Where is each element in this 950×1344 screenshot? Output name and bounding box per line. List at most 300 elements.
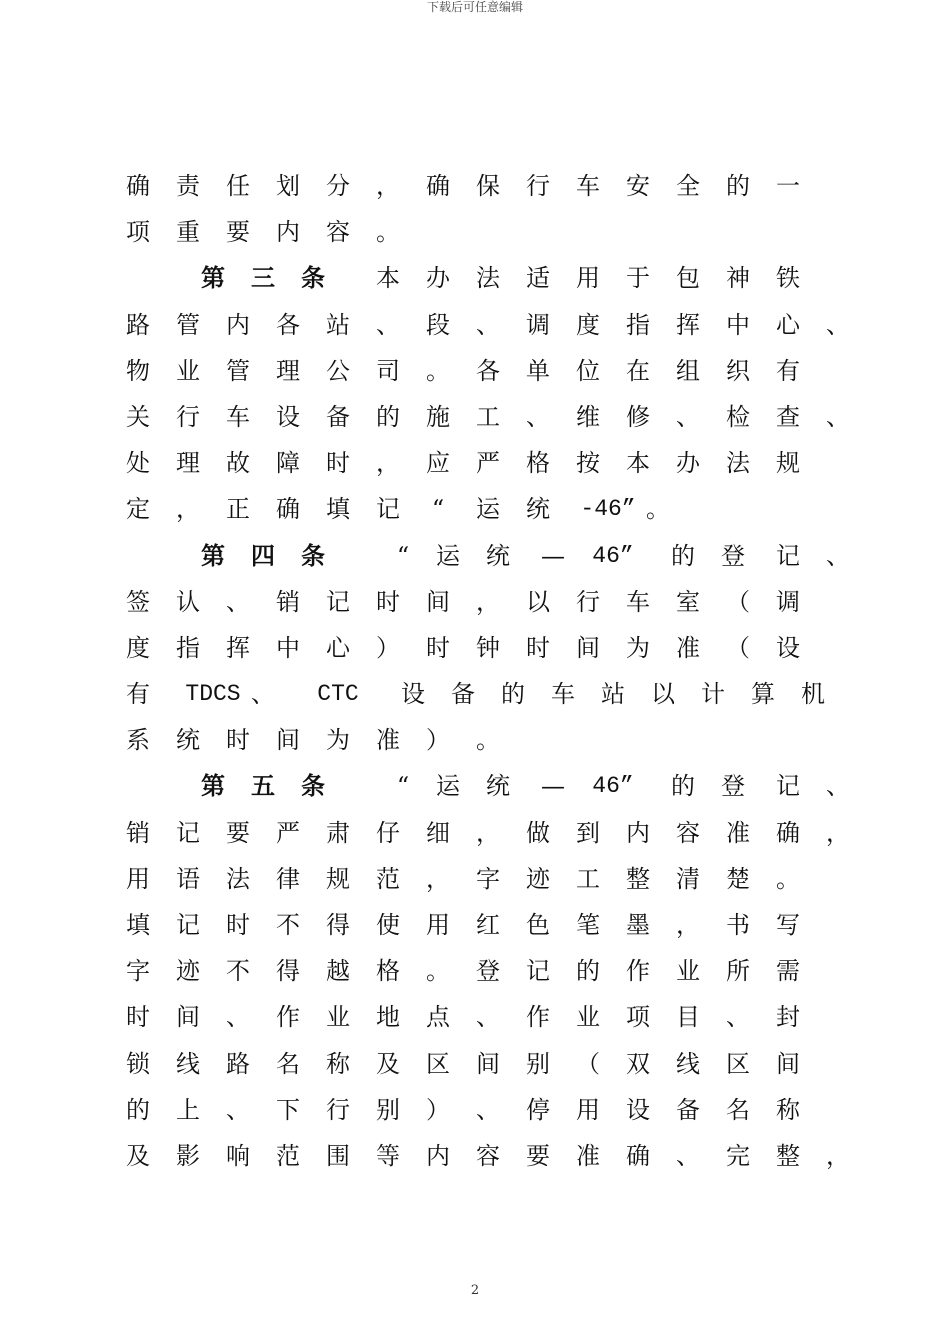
line-char: 整 bbox=[626, 864, 650, 893]
line-char: 于 bbox=[626, 264, 650, 293]
line-char: 字 bbox=[126, 957, 150, 986]
line-char: 的 bbox=[501, 680, 525, 709]
line-char: 划 bbox=[276, 172, 300, 200]
line-char: 工 bbox=[476, 402, 500, 431]
line-char: 时 bbox=[526, 633, 550, 662]
line-char: ） bbox=[426, 1095, 450, 1124]
line-char: 语 bbox=[176, 864, 200, 893]
line-char: 容 bbox=[676, 818, 700, 847]
line-char: 称 bbox=[776, 1095, 800, 1124]
line-char: 项 bbox=[126, 218, 150, 247]
line-char: 的 bbox=[671, 541, 695, 570]
line-char: 记 bbox=[176, 818, 200, 847]
line-char: 销 bbox=[276, 587, 300, 616]
line-char: 、 bbox=[476, 1003, 500, 1032]
line-char: 设 bbox=[626, 1095, 650, 1124]
line-char: 责 bbox=[176, 172, 200, 200]
line-char: 行 bbox=[526, 172, 550, 200]
line-char: 、 bbox=[676, 1141, 700, 1170]
line-char: 本 bbox=[376, 264, 400, 293]
text-line bbox=[0, 302, 950, 348]
line-char: ， bbox=[176, 495, 200, 524]
line-char: 不 bbox=[276, 911, 300, 939]
line-char: 格 bbox=[376, 957, 400, 986]
line-char: 。 bbox=[476, 726, 500, 755]
line-char: 应 bbox=[426, 449, 450, 478]
line-char: 五 bbox=[251, 771, 275, 801]
line-char: 、 bbox=[226, 1003, 250, 1032]
line-char: 为 bbox=[626, 633, 650, 662]
line-char: 站 bbox=[326, 310, 350, 339]
line-char: 填 bbox=[326, 495, 350, 524]
line-char: 安 bbox=[626, 172, 650, 200]
line-char: ， bbox=[476, 818, 500, 847]
line-char: 指 bbox=[626, 310, 650, 339]
line-char: 车 bbox=[551, 680, 575, 709]
line-char: 称 bbox=[326, 1049, 350, 1078]
line-char: 以 bbox=[526, 587, 550, 616]
line-char: 容 bbox=[326, 218, 350, 247]
line-char: 按 bbox=[576, 449, 600, 478]
line-char: 钟 bbox=[476, 633, 500, 662]
line-char: 的 bbox=[376, 402, 400, 431]
line-char: “ bbox=[396, 772, 410, 801]
line-char: 车 bbox=[226, 402, 250, 431]
line-char: 记 bbox=[776, 772, 800, 801]
line-char: （ bbox=[576, 1049, 600, 1078]
line-char: ， bbox=[476, 587, 500, 616]
line-char: 统 bbox=[486, 541, 510, 570]
line-char: 车 bbox=[576, 172, 600, 200]
line-char: 用 bbox=[576, 264, 600, 293]
line-char: 得 bbox=[276, 957, 300, 986]
line-char: 、 bbox=[226, 587, 250, 616]
line-char: 时 bbox=[426, 633, 450, 662]
line-char: 所 bbox=[726, 957, 750, 986]
line-char: 三 bbox=[251, 263, 275, 293]
line-char: 越 bbox=[326, 957, 350, 986]
line-char: 备 bbox=[451, 680, 475, 709]
text-line bbox=[0, 948, 950, 994]
line-char: 准 bbox=[726, 818, 750, 847]
text-line bbox=[0, 902, 950, 948]
text-line bbox=[0, 209, 950, 255]
line-char: 障 bbox=[276, 449, 300, 478]
text-line bbox=[0, 856, 950, 902]
line-char: 业 bbox=[576, 1003, 600, 1032]
line-char: 备 bbox=[326, 402, 350, 431]
text-line bbox=[0, 810, 950, 856]
line-char: 时 bbox=[226, 726, 250, 755]
line-char: 以 bbox=[651, 680, 675, 709]
line-char: 在 bbox=[626, 356, 650, 385]
line-char: 、 bbox=[226, 1095, 250, 1124]
line-char: 内 bbox=[226, 310, 250, 339]
line-char: （ bbox=[726, 587, 750, 616]
line-char: 单 bbox=[526, 356, 550, 385]
line-char: 别 bbox=[526, 1049, 550, 1078]
line-char: 路 bbox=[126, 310, 150, 339]
line-char: 区 bbox=[426, 1049, 450, 1078]
line-char: 区 bbox=[726, 1049, 750, 1078]
line-char: 认 bbox=[176, 587, 200, 616]
line-char: 业 bbox=[176, 356, 200, 385]
line-char: 时 bbox=[226, 911, 250, 939]
line-char: 及 bbox=[126, 1141, 150, 1170]
line-char: 、 bbox=[826, 772, 850, 801]
line-char: 心 bbox=[776, 310, 800, 339]
line-char: 间 bbox=[476, 1049, 500, 1078]
line-char: 使 bbox=[376, 911, 400, 939]
line-char: 管 bbox=[226, 356, 250, 385]
line-char: 准 bbox=[576, 1141, 600, 1170]
line-char: 内 bbox=[626, 818, 650, 847]
line-char: 设 bbox=[776, 633, 800, 662]
text-line bbox=[0, 163, 950, 209]
line-char: 条 bbox=[301, 540, 325, 570]
line-char: 室 bbox=[676, 587, 700, 616]
document-body bbox=[0, 163, 950, 1179]
line-char: 挥 bbox=[676, 310, 700, 339]
line-char: 确 bbox=[126, 172, 150, 200]
line-char: 织 bbox=[726, 356, 750, 385]
line-char: 条 bbox=[301, 771, 325, 801]
line-char: 准 bbox=[676, 633, 700, 662]
line-char: 组 bbox=[676, 356, 700, 385]
line-char: 行 bbox=[176, 402, 200, 431]
line-char: 时 bbox=[376, 587, 400, 616]
line-char: 备 bbox=[676, 1095, 700, 1124]
line-char: 司 bbox=[376, 356, 400, 385]
line-char: 得 bbox=[326, 911, 350, 939]
line-char: 适 bbox=[526, 264, 550, 293]
line-char: 路 bbox=[226, 1049, 250, 1078]
line-char: 整 bbox=[776, 1141, 800, 1170]
line-char: 为 bbox=[326, 726, 350, 755]
line-char: 各 bbox=[476, 356, 500, 385]
line-char: 时 bbox=[126, 1003, 150, 1032]
line-char: 用 bbox=[576, 1095, 600, 1124]
line-char: 第 bbox=[201, 771, 225, 801]
line-char: 段 bbox=[426, 310, 450, 339]
line-char: 间 bbox=[576, 633, 600, 662]
line-char: 严 bbox=[276, 818, 300, 847]
line-char: 作 bbox=[526, 1003, 550, 1032]
line-char: 到 bbox=[576, 818, 600, 847]
line-char: 律 bbox=[276, 864, 300, 893]
text-line bbox=[0, 394, 950, 440]
line-char: 调 bbox=[776, 587, 800, 616]
line-char: 挥 bbox=[226, 633, 250, 662]
line-char: 中 bbox=[276, 633, 300, 662]
line-char: 清 bbox=[676, 864, 700, 893]
line-char: 。 bbox=[376, 218, 400, 247]
line-char: 公 bbox=[326, 356, 350, 385]
line-char: 重 bbox=[176, 218, 200, 247]
line-char: 字 bbox=[476, 864, 500, 893]
line-char: 严 bbox=[476, 449, 500, 478]
line-char: 双 bbox=[626, 1049, 650, 1078]
line-char: 故 bbox=[226, 449, 250, 478]
line-char: 有 bbox=[776, 356, 800, 385]
line-char: 点 bbox=[426, 1003, 450, 1032]
text-line bbox=[0, 625, 950, 671]
line-char: “ bbox=[431, 495, 445, 524]
line-char: 物 bbox=[126, 356, 150, 385]
text-line bbox=[0, 486, 950, 532]
line-char: 业 bbox=[326, 1003, 350, 1032]
line-char: 的 bbox=[576, 957, 600, 986]
line-char: 办 bbox=[676, 449, 700, 478]
line-char: 度 bbox=[126, 633, 150, 662]
line-char: 检 bbox=[726, 402, 750, 431]
line-char: 办 bbox=[426, 264, 450, 293]
line-char: ， bbox=[426, 864, 450, 893]
line-char: 记 bbox=[326, 587, 350, 616]
line-char: 、 bbox=[676, 402, 700, 431]
line-char: 任 bbox=[226, 172, 250, 200]
line-char: 用 bbox=[426, 911, 450, 939]
text-line bbox=[0, 533, 950, 579]
line-char: 神 bbox=[726, 264, 750, 293]
line-char: 站 bbox=[601, 680, 625, 709]
text-line bbox=[0, 763, 950, 809]
line-char: 间 bbox=[426, 587, 450, 616]
line-char: 的 bbox=[126, 1095, 150, 1124]
line-char: 行 bbox=[326, 1095, 350, 1124]
line-char: 响 bbox=[226, 1141, 250, 1170]
line-char: 46” bbox=[592, 773, 634, 800]
line-char: 心 bbox=[326, 633, 350, 662]
line-char: 容 bbox=[476, 1141, 500, 1170]
line-char: 、 bbox=[826, 541, 850, 570]
line-char: ） bbox=[376, 633, 400, 662]
line-char: 分 bbox=[326, 172, 350, 200]
line-char: 线 bbox=[176, 1049, 200, 1078]
line-char: 正 bbox=[226, 495, 250, 524]
line-char: 法 bbox=[476, 264, 500, 293]
line-char: 运 bbox=[436, 541, 460, 570]
line-char: 施 bbox=[426, 402, 450, 431]
line-char: 不 bbox=[226, 957, 250, 986]
line-char: 理 bbox=[276, 356, 300, 385]
line-char: 。 bbox=[776, 864, 800, 893]
line-char: 填 bbox=[126, 911, 150, 939]
line-char: 统 bbox=[526, 495, 550, 524]
line-char: 位 bbox=[576, 356, 600, 385]
line-char: “ bbox=[396, 541, 410, 570]
line-char: 包 bbox=[676, 264, 700, 293]
line-char: 统 bbox=[486, 772, 510, 801]
line-char: 管 bbox=[176, 310, 200, 339]
line-char: 计 bbox=[701, 680, 725, 709]
line-char: 色 bbox=[526, 911, 550, 939]
line-char: 业 bbox=[676, 957, 700, 986]
line-char: 设 bbox=[401, 680, 425, 709]
line-char: 影 bbox=[176, 1141, 200, 1170]
line-char: 需 bbox=[776, 957, 800, 986]
line-char: CTC bbox=[317, 681, 359, 708]
line-char: 线 bbox=[676, 1049, 700, 1078]
line-char: 统 bbox=[176, 726, 200, 755]
line-char: 准 bbox=[376, 726, 400, 755]
line-char: ） bbox=[426, 726, 450, 755]
line-char: 规 bbox=[776, 449, 800, 478]
line-char: 作 bbox=[626, 957, 650, 986]
line-char: 内 bbox=[276, 218, 300, 247]
line-char: 修 bbox=[626, 402, 650, 431]
line-char: 间 bbox=[176, 1003, 200, 1032]
line-char: （ bbox=[726, 633, 750, 662]
line-char: 记 bbox=[776, 541, 800, 570]
line-char: 及 bbox=[376, 1049, 400, 1078]
line-char: 法 bbox=[726, 449, 750, 478]
line-char: 签 bbox=[126, 587, 150, 616]
line-char: ， bbox=[676, 911, 700, 939]
text-line bbox=[0, 717, 950, 763]
line-char: 、 bbox=[826, 402, 850, 431]
line-char: — bbox=[541, 541, 565, 570]
line-char: 关 bbox=[126, 402, 150, 431]
line-char: 上 bbox=[176, 1095, 200, 1124]
line-char: 查 bbox=[776, 402, 800, 431]
line-char: 要 bbox=[226, 218, 250, 247]
text-line bbox=[0, 1087, 950, 1133]
line-char: 条 bbox=[301, 263, 325, 293]
text-line bbox=[0, 579, 950, 625]
line-char: 迹 bbox=[176, 957, 200, 986]
line-char: 、 bbox=[726, 1003, 750, 1032]
text-line bbox=[0, 1133, 950, 1179]
line-char: 销 bbox=[126, 818, 150, 847]
text-line bbox=[0, 440, 950, 486]
line-char: 仔 bbox=[376, 818, 400, 847]
line-char: 书 bbox=[726, 911, 750, 939]
line-char: 笔 bbox=[576, 911, 600, 939]
line-char: 维 bbox=[576, 402, 600, 431]
line-char: TDCS bbox=[185, 681, 241, 708]
line-char: 作 bbox=[276, 1003, 300, 1032]
line-char: 规 bbox=[326, 864, 350, 893]
line-char: 的 bbox=[726, 172, 750, 200]
line-char: 红 bbox=[476, 911, 500, 939]
line-char: 记 bbox=[526, 957, 550, 986]
line-char: 指 bbox=[176, 633, 200, 662]
line-char: 有 bbox=[126, 680, 150, 709]
line-char: 内 bbox=[426, 1141, 450, 1170]
line-char: 运 bbox=[436, 772, 460, 801]
line-char: 第 bbox=[201, 263, 225, 293]
line-char: 间 bbox=[276, 726, 300, 755]
line-char: 、 bbox=[826, 310, 850, 339]
line-char: ， bbox=[376, 449, 400, 478]
line-char: 范 bbox=[376, 864, 400, 893]
line-char: 设 bbox=[276, 402, 300, 431]
line-char: 46” bbox=[592, 542, 634, 569]
line-char: 确 bbox=[426, 172, 450, 200]
line-char: 、 bbox=[526, 402, 550, 431]
line-char: 写 bbox=[776, 911, 800, 939]
line-char: 肃 bbox=[326, 818, 350, 847]
line-char: 确 bbox=[776, 818, 800, 847]
line-char: 等 bbox=[376, 1141, 400, 1170]
line-char: 确 bbox=[276, 495, 300, 524]
line-char: 时 bbox=[326, 449, 350, 478]
line-char: 要 bbox=[526, 1141, 550, 1170]
page-header: 下载后可任意编辑 bbox=[426, 0, 523, 14]
line-char: 地 bbox=[376, 1003, 400, 1032]
line-char: 登 bbox=[721, 772, 745, 801]
line-char: 停 bbox=[526, 1095, 550, 1124]
line-char: 登 bbox=[721, 541, 745, 570]
line-char: 各 bbox=[276, 310, 300, 339]
line-char: 中 bbox=[726, 310, 750, 339]
line-char: 下 bbox=[276, 1095, 300, 1124]
line-char: 机 bbox=[801, 680, 825, 709]
line-char: 楚 bbox=[726, 864, 750, 893]
line-char: 行 bbox=[576, 587, 600, 616]
line-char: 第 bbox=[201, 540, 225, 570]
line-char: 要 bbox=[226, 818, 250, 847]
line-char: 四 bbox=[251, 540, 275, 570]
line-char: 。 bbox=[426, 957, 450, 986]
line-char: 理 bbox=[176, 449, 200, 478]
line-char: 间 bbox=[776, 1049, 800, 1078]
line-char: 、 bbox=[476, 1095, 500, 1124]
line-char: — bbox=[541, 772, 565, 801]
line-char: 工 bbox=[576, 864, 600, 893]
line-char: ， bbox=[826, 818, 850, 847]
line-char: 迹 bbox=[526, 864, 550, 893]
line-char: 范 bbox=[276, 1141, 300, 1170]
line-char: 记 bbox=[376, 495, 400, 524]
text-line bbox=[0, 255, 950, 301]
text-line bbox=[0, 348, 950, 394]
text-line bbox=[0, 1041, 950, 1087]
line-char: 墨 bbox=[626, 911, 650, 939]
line-char: ， bbox=[376, 172, 400, 200]
line-char: 、 bbox=[251, 680, 275, 709]
line-char: 调 bbox=[526, 310, 550, 339]
line-char: 度 bbox=[576, 310, 600, 339]
page-number: 2 bbox=[470, 1283, 480, 1298]
line-char: 系 bbox=[126, 726, 150, 755]
line-char: 保 bbox=[476, 172, 500, 200]
line-char: 法 bbox=[226, 864, 250, 893]
line-char: 定 bbox=[126, 495, 150, 524]
line-char: 目 bbox=[676, 1003, 700, 1032]
line-char: 本 bbox=[626, 449, 650, 478]
line-char: 车 bbox=[626, 587, 650, 616]
line-char: 。 bbox=[426, 356, 450, 385]
text-line bbox=[0, 994, 950, 1040]
line-char: 项 bbox=[626, 1003, 650, 1032]
line-char: 完 bbox=[726, 1141, 750, 1170]
line-char: 围 bbox=[326, 1141, 350, 1170]
line-char: 确 bbox=[626, 1141, 650, 1170]
line-char: 铁 bbox=[776, 264, 800, 293]
line-char: 、 bbox=[376, 310, 400, 339]
line-char: 格 bbox=[526, 449, 550, 478]
line-char: 细 bbox=[426, 818, 450, 847]
line-char: 用 bbox=[126, 864, 150, 893]
line-char: ， bbox=[826, 1141, 850, 1170]
line-char: 别 bbox=[376, 1095, 400, 1124]
line-char: 运 bbox=[476, 495, 500, 524]
line-char: 一 bbox=[776, 172, 800, 200]
line-char: 登 bbox=[476, 957, 500, 986]
line-char: 算 bbox=[751, 680, 775, 709]
